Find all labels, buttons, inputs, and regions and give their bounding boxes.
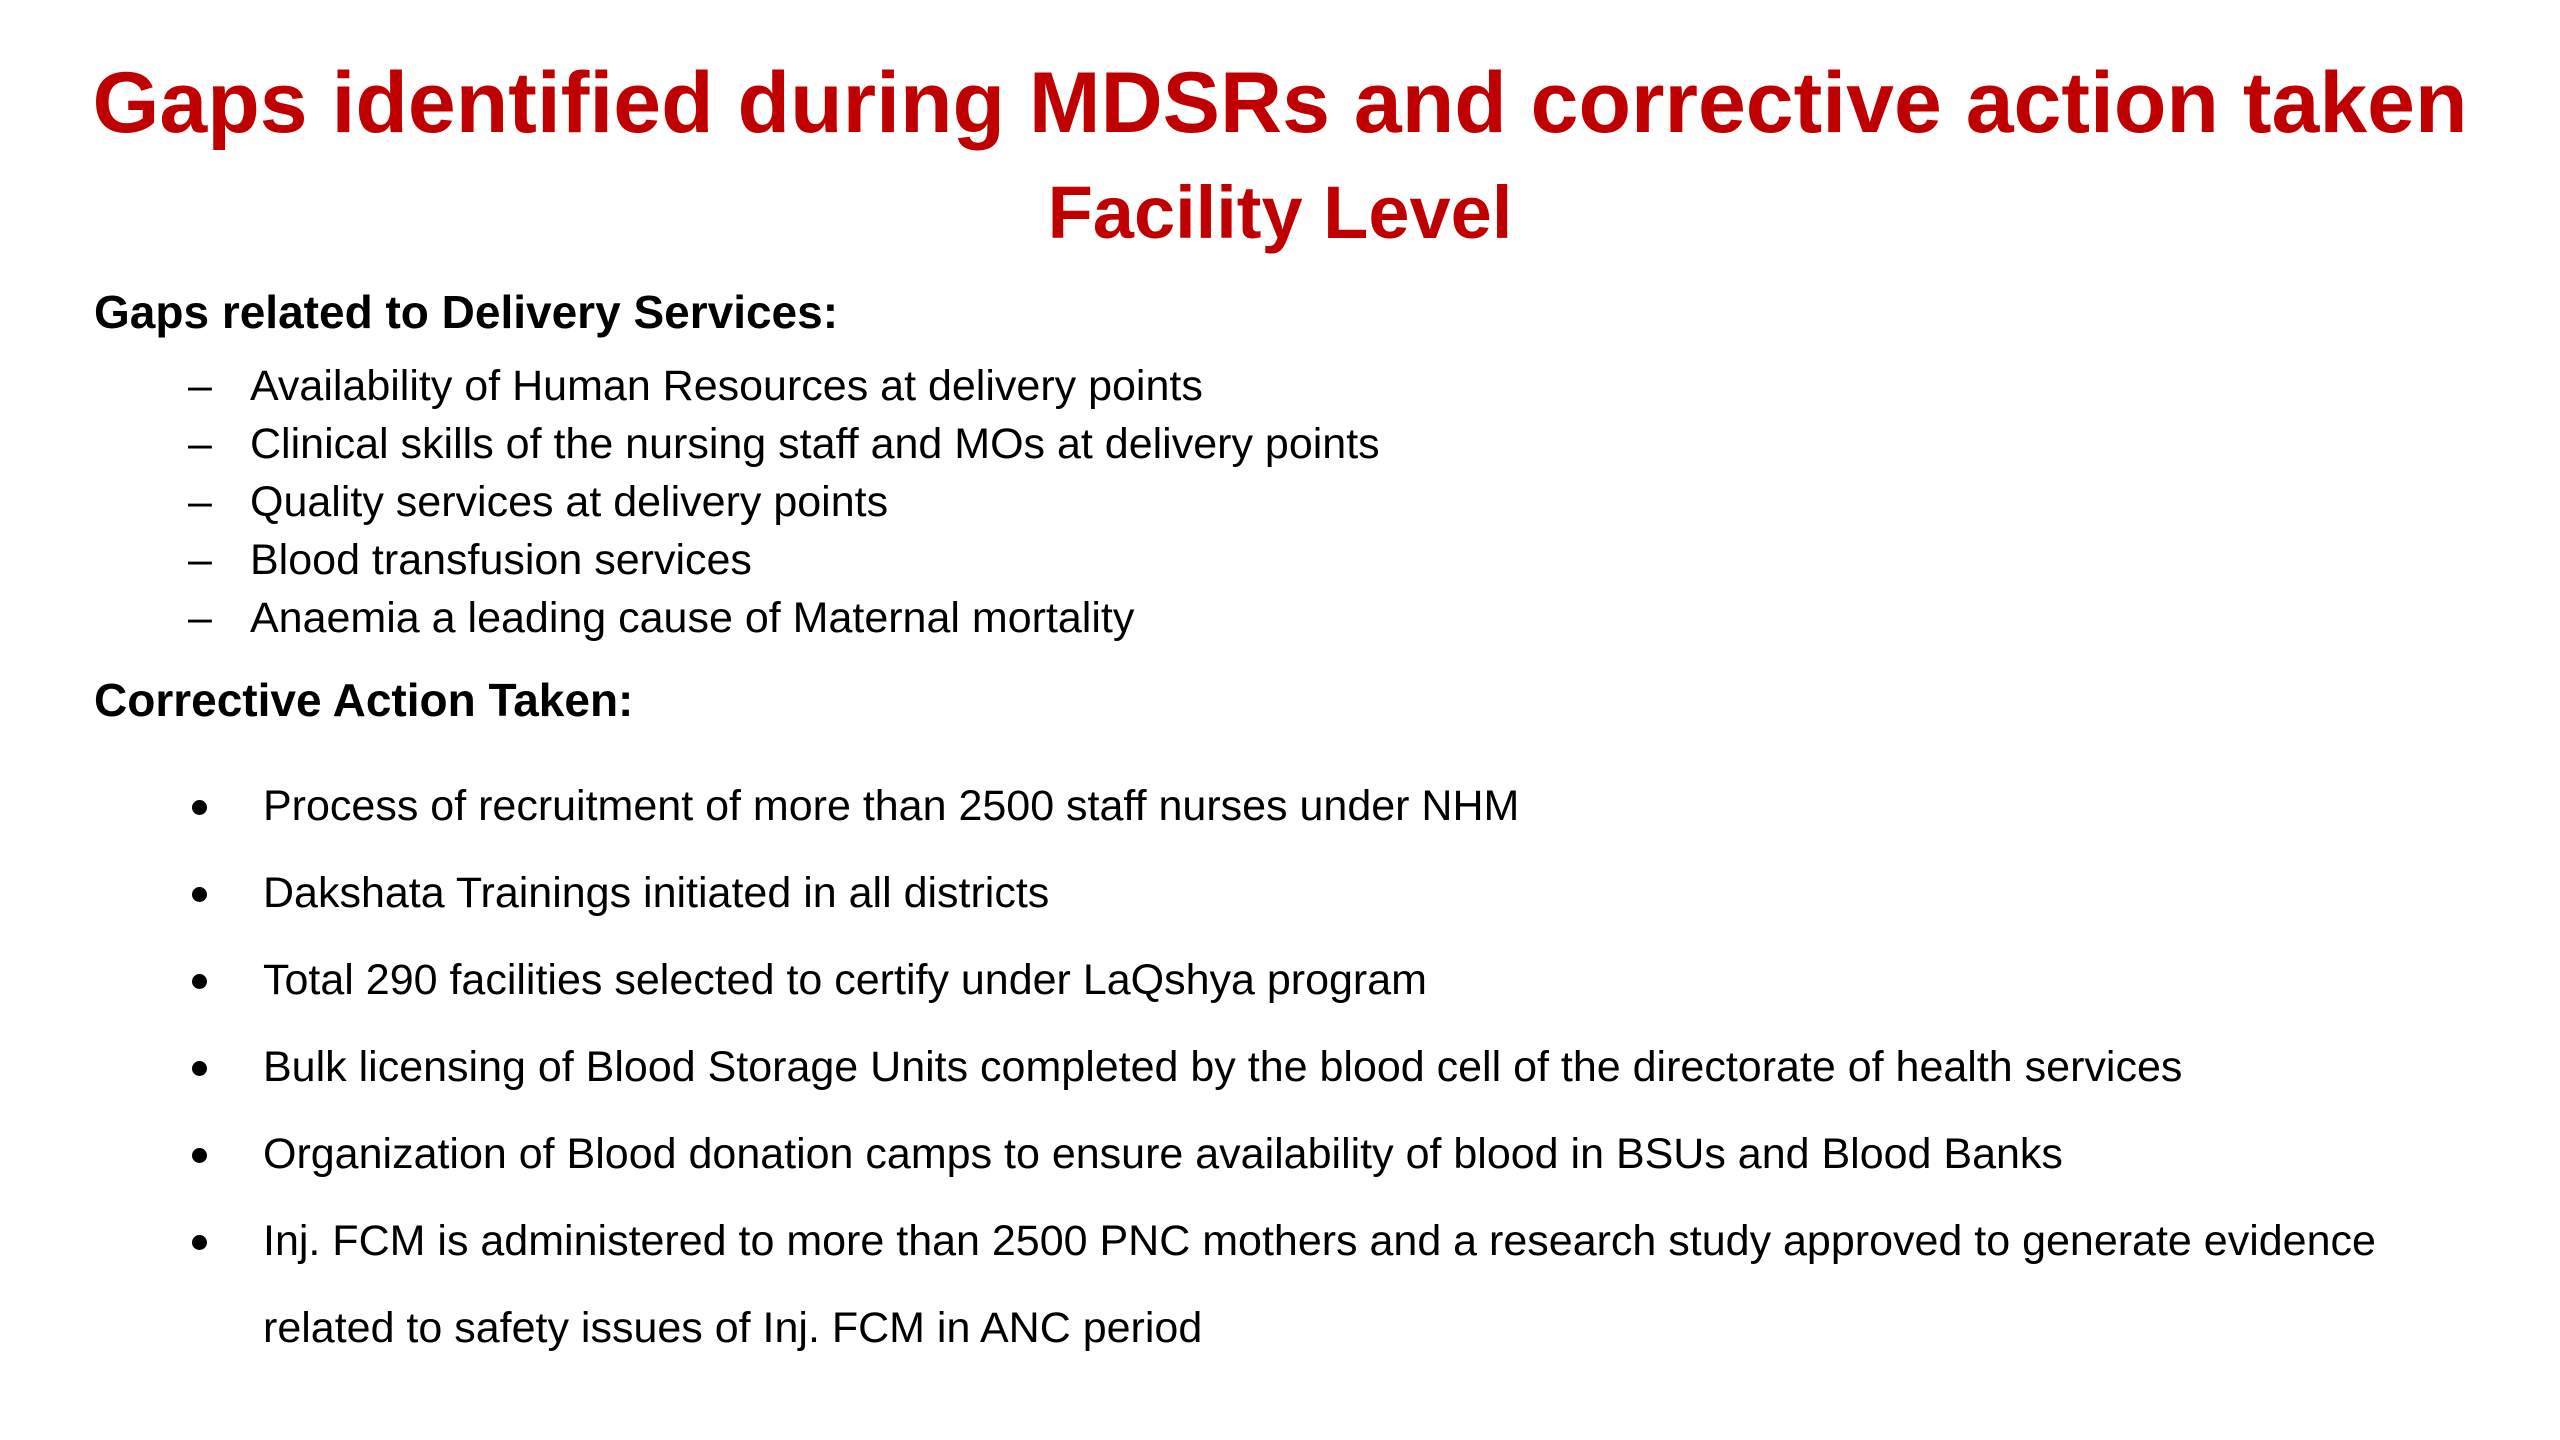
gap-item xyxy=(188,531,1380,589)
action-item xyxy=(188,850,2488,937)
action-item xyxy=(188,763,2488,850)
gap-item-text: Anaemia a leading cause of Maternal mortality xyxy=(250,594,1135,642)
actions-heading: Corrective Action Taken: xyxy=(94,674,634,726)
dash-marker: – xyxy=(188,594,212,642)
actions-list xyxy=(188,763,2488,1372)
dash-marker: – xyxy=(188,362,212,410)
gap-item xyxy=(188,357,1380,415)
action-item-text: Bulk licensing of Blood Storage Units completed by the blood cell of the directorate of health services xyxy=(263,1043,2183,1091)
gap-item-text: Blood transfusion services xyxy=(250,536,752,584)
action-item xyxy=(188,1198,2488,1372)
bullet-dot-icon xyxy=(192,800,207,815)
gaps-list xyxy=(188,357,1380,647)
gap-item-text: Availability of Human Resources at delivery points xyxy=(250,362,1203,410)
action-item-text: Inj. FCM is administered to more than 2500 PNC mothers and a research study approved to generate evidence related to safety issues of Inj. FCM in ANC period xyxy=(263,1217,2376,1352)
action-item-text: Organization of Blood donation camps to ensure availability of blood in BSUs and Blood Banks xyxy=(263,1130,2063,1178)
dash-marker: – xyxy=(188,420,212,468)
action-item xyxy=(188,1111,2488,1198)
slide-title: Gaps identified during MDSRs and corrective action taken xyxy=(92,55,2468,151)
bullet-dot-icon xyxy=(192,974,207,989)
action-item xyxy=(188,937,2488,1024)
bullet-dot-icon xyxy=(192,887,207,902)
gap-item xyxy=(188,415,1380,473)
gap-item-text: Clinical skills of the nursing staff and MOs at delivery points xyxy=(250,420,1380,468)
gap-item xyxy=(188,473,1380,531)
gaps-heading: Gaps related to Delivery Services: xyxy=(94,286,839,338)
gap-item-text: Quality services at delivery points xyxy=(250,478,889,526)
bullet-dot-icon xyxy=(192,1235,207,1250)
action-item-text: Process of recruitment of more than 2500 staff nurses under NHM xyxy=(263,782,1520,830)
dash-marker: – xyxy=(188,478,212,526)
dash-marker: – xyxy=(188,536,212,584)
action-item-text: Dakshata Trainings initiated in all districts xyxy=(263,869,1050,917)
action-item-text: Total 290 facilities selected to certify under LaQshya program xyxy=(263,956,1427,1004)
slide-subtitle: Facility Level xyxy=(1047,171,1513,254)
action-item xyxy=(188,1024,2488,1111)
bullet-dot-icon xyxy=(192,1061,207,1076)
gap-item xyxy=(188,589,1380,647)
bullet-dot-icon xyxy=(192,1148,207,1163)
